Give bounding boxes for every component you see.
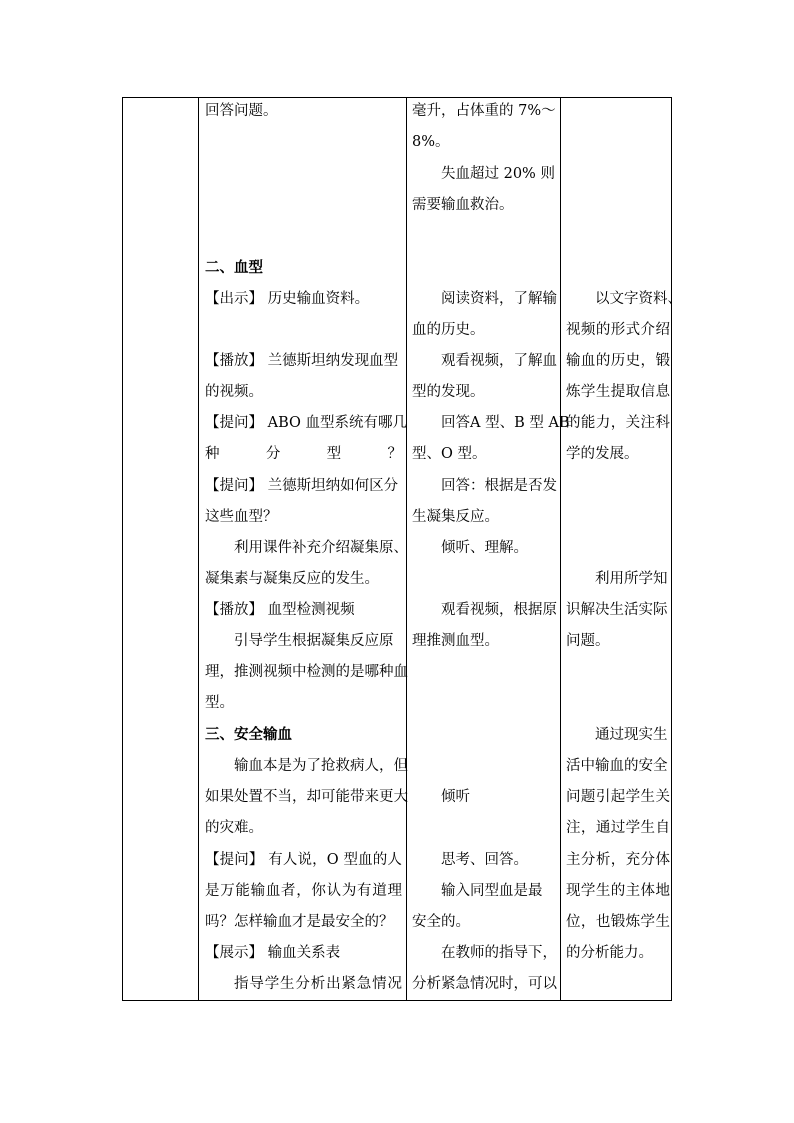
text-line: 【播放】 兰德斯坦纳发现血型: [205, 353, 399, 369]
text-line: 理推测血型。: [412, 633, 499, 649]
text-line: 学的发展。: [566, 446, 639, 462]
text-line: 种 分 型 ？: [205, 446, 402, 462]
text-line: 炼 学 生 提 取 信 息: [566, 384, 670, 400]
text-line: 是 万 能 输 血 者 ， 你 认 为 有 道 理: [205, 883, 402, 899]
text-line: 的 能 力 ， 关 注 科: [566, 415, 670, 431]
text-line: 回答问题。: [205, 103, 278, 119]
text-line: 型、O 型。: [412, 446, 487, 462]
text-line: 【展示】 输血关系表: [205, 945, 341, 961]
text-line: 活中输血的安全: [566, 758, 668, 774]
text-line: 观看视频，了解血: [441, 353, 557, 369]
text-line: 【播放】 血型检测视频: [205, 602, 355, 618]
text-line: 分析紧急情况时，可以: [412, 976, 557, 992]
text-line: 利用所学知: [595, 571, 668, 587]
text-line: 引导学生根据凝集反应原: [234, 633, 394, 649]
text-line: 识解决生活实际: [566, 602, 668, 618]
text-line: 问题。: [566, 633, 610, 649]
text-line: 倾听、理解。: [441, 540, 528, 556]
text-line: 毫 升 ， 占 体 重 的 7 % ～: [412, 103, 556, 119]
text-line: 的分析能力。: [566, 945, 653, 961]
column-divider: [560, 98, 561, 1000]
text-line: 的视频。: [205, 384, 263, 400]
text-line: 倾听: [441, 789, 470, 805]
text-line: 观 看 视 频 ， 根 据 原: [441, 602, 557, 618]
text-line: 回答A 型、B 型 AB: [441, 415, 570, 431]
text-line: 这些血型？: [205, 509, 278, 525]
text-line: 思考、回答。: [441, 852, 528, 868]
text-line: 现 学 生 的 主 体 地: [566, 883, 670, 899]
column-divider: [198, 98, 199, 1000]
text-line: 安全的。: [412, 914, 470, 930]
text-line: 生凝集反应。: [412, 509, 499, 525]
text-line: 在 教 师 的 指 导 下 ，: [441, 945, 557, 961]
text-line: 如 果 处 置 不 当 ， 却 可 能 带 来 更 大: [205, 789, 408, 805]
text-line: 以文字资料、: [595, 291, 682, 307]
text-line: 理 ， 推 测 视 频 中 检 测 的 是 哪 种 血: [205, 664, 408, 680]
text-line: 阅读资料，了解输: [441, 291, 557, 307]
text-line: 输入同型血是最: [441, 883, 543, 899]
text-line: 主 分 析 ， 充 分 体: [566, 852, 670, 868]
section-heading: 二、血型: [205, 259, 263, 276]
lesson-plan-table: [122, 97, 682, 1001]
text-line: 输 血 的 历 史 ， 锻: [566, 353, 670, 369]
text-line: 利用课件补充介绍凝集原、: [234, 540, 408, 556]
text-line: 回答：根据是否发: [441, 478, 557, 494]
text-line: 型的发现。: [412, 384, 485, 400]
text-line: 位 ， 也 锻 炼 学 生: [566, 914, 670, 930]
text-line: 需要输血救治。: [412, 197, 514, 213]
text-line: 问 题 引 起 学 生 关: [566, 789, 670, 805]
text-line: 输 血 本 是 为 了 抢 救 病 人 ， 但: [234, 758, 408, 774]
text-line: 【出示】 历史输血资料。: [205, 291, 370, 307]
text-line: 【 提 问 】 有 人 说 ， O 型 血 的 人: [205, 852, 402, 868]
text-line: 血的历史。: [412, 322, 485, 338]
text-line: 指 导 学 生 分 析 出 紧 急 情 况: [234, 976, 402, 992]
text-line: 吗？怎样输血才是最安全的？: [205, 914, 394, 930]
section-heading: 三、安全输血: [205, 726, 292, 743]
text-line: 注 ， 通 过 学 生 自: [566, 820, 670, 836]
text-line: 【提问】 ABO 血型系统有哪几: [205, 415, 408, 431]
text-line: 视 频 的 形 式 介 绍: [566, 322, 670, 338]
text-line: 【提问】 兰德斯坦纳如何区分: [205, 478, 399, 494]
text-line: 8%。: [412, 134, 450, 150]
text-line: 失血超过 20% 则: [441, 166, 555, 182]
text-line: 通过现实生: [595, 727, 668, 743]
text-line: 凝集素与凝集反应的发生。: [205, 571, 379, 587]
text-line: 型。: [205, 695, 234, 711]
text-line: 的灾难。: [205, 820, 263, 836]
